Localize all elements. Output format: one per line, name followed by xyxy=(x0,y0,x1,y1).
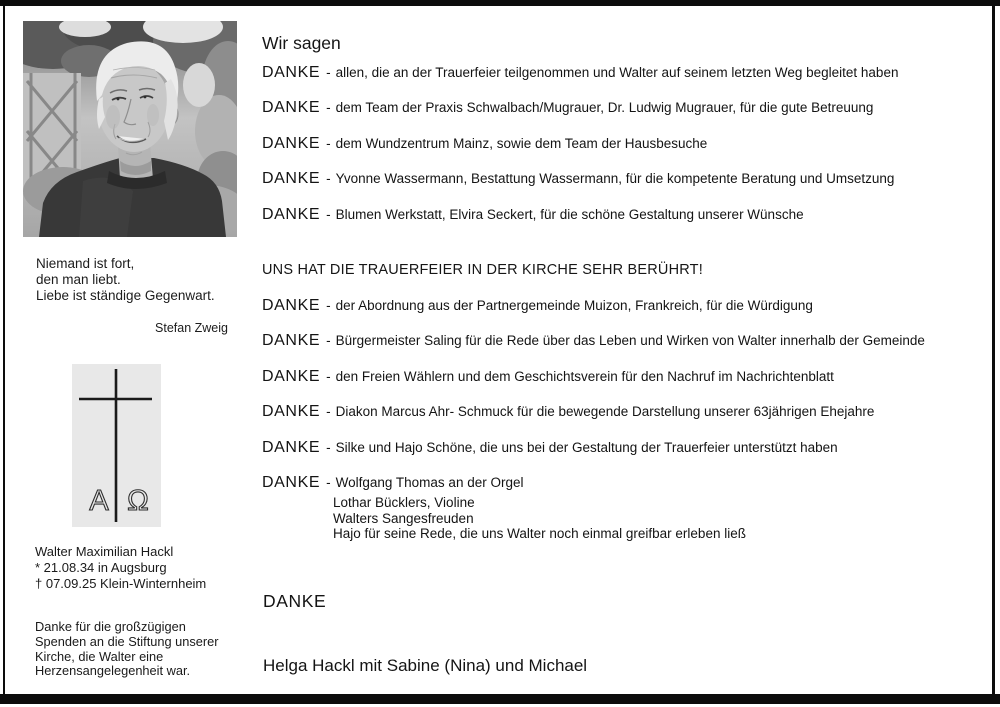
thanks-text: allen, die an der Trauerfeier teilgenommen und Walter auf seinem letzten Weg begleitet haben xyxy=(335,65,899,80)
alpha-letter: A xyxy=(89,485,109,517)
intro-heading: Wir sagen xyxy=(262,33,341,53)
danke-label: DANKE xyxy=(262,473,321,491)
dash-separator: - xyxy=(326,171,331,187)
danke-label: DANKE xyxy=(262,99,321,117)
thanks-text: Diakon Marcus Ahr- Schmuck für die bewegende Darstellung unserer 63jährigen Ehejahre xyxy=(335,404,875,420)
donation-line: Spenden an die Stiftung unserer xyxy=(35,633,219,649)
thanks-text: dem Wundzentrum Mainz, sowie dem Team der Hausbesuche xyxy=(335,135,708,151)
portrait-photo xyxy=(23,21,237,237)
thanks-text: Blumen Werkstatt, Elvira Seckert, für die schöne Gestaltung unserer Wünsche xyxy=(335,206,804,222)
omega-letter: Ω xyxy=(127,485,149,517)
quote-line: den man liebt. xyxy=(36,272,121,287)
dash-separator: - xyxy=(326,206,331,222)
thanks-row xyxy=(262,135,987,153)
dash-separator: - xyxy=(326,368,331,384)
deceased-details xyxy=(35,544,206,593)
danke-label: DANKE xyxy=(262,332,321,350)
dash-separator: - xyxy=(326,100,331,116)
birth-date: * 21.08.34 in Augsburg xyxy=(35,560,167,576)
deceased-name: Walter Maximilian Hackl xyxy=(35,544,174,559)
dash-separator: - xyxy=(326,135,331,151)
thanks-text: Yvonne Wassermann, Bestattung Wassermann, für die kompetente Beratung und Umsetzung xyxy=(335,171,895,187)
thanks-row xyxy=(262,439,987,457)
frame-bottom-bar xyxy=(0,694,1000,704)
dash-separator: - xyxy=(326,65,331,80)
thanks-extra-line: Walters Sangesfreuden xyxy=(333,510,474,526)
quote-line: Liebe ist ständige Gegenwart. xyxy=(36,288,215,303)
danke-label: DANKE xyxy=(262,403,321,421)
donation-note xyxy=(35,620,240,679)
danke-label: DANKE xyxy=(262,64,321,81)
thanks-row xyxy=(262,474,987,542)
dash-separator: - xyxy=(326,474,331,490)
thanks-row xyxy=(262,297,987,315)
thanks-text: dem Team der Praxis Schwalbach/Mugrauer, Dr. Ludwig Mugrauer, für die gute Betreuung xyxy=(335,100,874,116)
danke-label: DANKE xyxy=(262,170,321,188)
frame-left-line xyxy=(3,0,5,704)
cross-alpha-omega-icon xyxy=(72,364,161,527)
thanks-row xyxy=(262,99,987,117)
thanks-row xyxy=(262,170,987,188)
dash-separator: - xyxy=(326,333,331,349)
danke-label: DANKE xyxy=(262,205,321,223)
dash-separator: - xyxy=(326,298,331,313)
thanks-text: Bürgermeister Saling für die Rede über das Leben und Wirken von Walter innerhalb der Gemeinde xyxy=(335,333,925,349)
family-signature: Helga Hackl mit Sabine (Nina) und Michael xyxy=(263,656,588,675)
thanks-extra-lines xyxy=(333,495,987,542)
thanks-text: den Freien Wählern und dem Geschichtsverein für den Nachruf im Nachrichtenblatt xyxy=(335,368,834,384)
thanks-text: Silke und Hajo Schöne, die uns bei der Gestaltung der Trauerfeier unterstützt haben xyxy=(335,439,838,455)
danke-label: DANKE xyxy=(262,367,321,385)
closing-danke: DANKE xyxy=(263,591,327,611)
danke-label: DANKE xyxy=(262,297,321,314)
thanks-row xyxy=(262,403,987,421)
thanks-extra-line: Hajo für seine Rede, die uns Walter noch einmal greifbar erleben ließ xyxy=(333,526,746,542)
thanks-row xyxy=(262,206,987,224)
donation-line: Kirche, die Walter eine xyxy=(35,648,164,664)
thanks-text: der Abordnung aus der Partnergemeinde Muizon, Frankreich, für die Würdigung xyxy=(335,298,813,313)
dash-separator: - xyxy=(326,439,331,455)
death-date: † 07.09.25 Klein-Winternheim xyxy=(35,576,207,592)
danke-label: DANKE xyxy=(262,134,321,152)
thanks-list-1 xyxy=(262,64,987,241)
thanks-row xyxy=(262,64,987,82)
frame-right-line xyxy=(992,0,995,704)
memorial-quote xyxy=(36,256,236,304)
quote-line: Niemand ist fort, xyxy=(36,256,135,271)
donation-line: Herzensangelegenheit war. xyxy=(35,663,191,679)
donation-line: Danke für die großzügigen xyxy=(35,619,186,634)
thanks-extra-line: Lothar Bücklers, Violine xyxy=(333,494,475,510)
danke-label: DANKE xyxy=(262,438,321,456)
thanks-list-2 xyxy=(262,297,987,559)
quote-author: Stefan Zweig xyxy=(155,321,228,335)
dash-separator: - xyxy=(326,404,331,420)
thanks-row xyxy=(262,368,987,386)
thanks-row xyxy=(262,332,987,350)
thanks-text: Wolfgang Thomas an der Orgel xyxy=(335,474,524,490)
frame-top-bar xyxy=(0,0,1000,6)
church-heading: UNS HAT DIE TRAUERFEIER IN DER KIRCHE SEHR BERÜHRT! xyxy=(262,262,703,278)
